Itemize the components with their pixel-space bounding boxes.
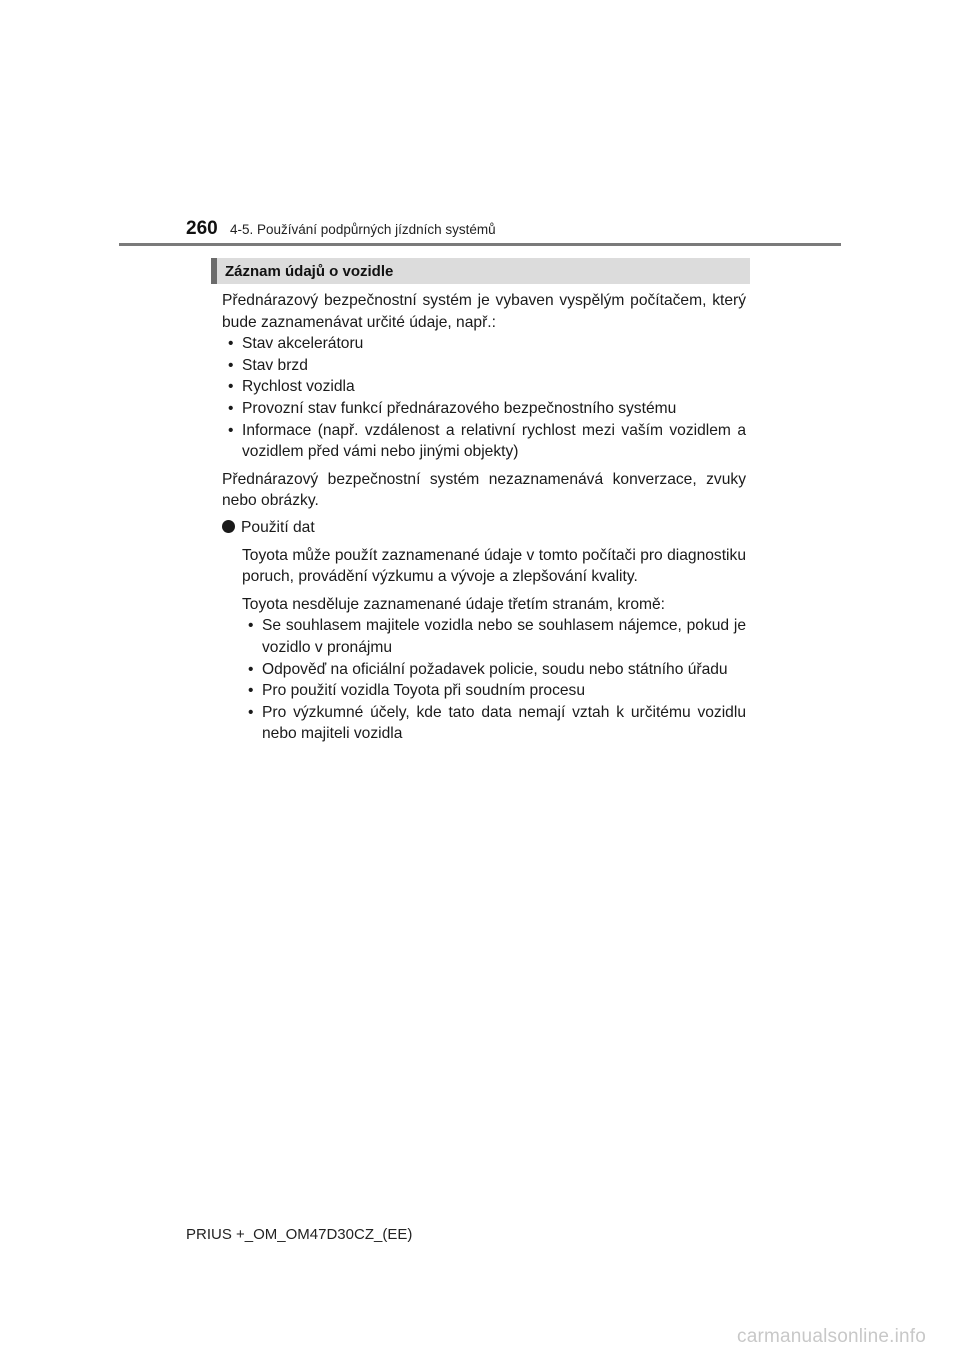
section-title: Záznam údajů o vozidle — [225, 262, 394, 280]
data-use-section — [242, 545, 746, 745]
list-item: • Odpověď na oficiální požadavek policie, soudu nebo státního úřadu — [242, 659, 746, 681]
intro-paragraph: Přednárazový bezpečnostní systém je vybaven vyspělým počítačem, který bude zaznamenávat určité údaje, např.: — [222, 292, 746, 331]
list-item: • Pro výzkumné účely, kde tato data nemají vztah k určitému vozidlu nebo majiteli vozidla — [242, 702, 746, 745]
not-recorded-paragraph: Přednárazový bezpečnostní systém nezaznamenává konverzace, zvuky nebo obrázky. — [222, 470, 746, 510]
data-use-paragraph-2: Toyota nesděluje zaznamenané údaje třetím stranám, kromě: — [242, 595, 665, 613]
list-item: • Stav akcelerátoru — [222, 333, 746, 355]
list-item: • Provozní stav funkcí přednárazového bezpečnostního systému — [222, 398, 746, 420]
bullet-circle-icon — [222, 520, 235, 533]
page-number: 260 — [186, 218, 218, 239]
section-header — [211, 258, 750, 284]
list-item: • Se souhlasem majitele vozidla nebo se souhlasem nájemce, pokud je vozidlo v pronájmu — [242, 615, 746, 658]
main-content — [222, 290, 746, 745]
data-use-heading — [222, 517, 746, 539]
list-item: • Pro použití vozidla Toyota při soudním procesu — [242, 680, 746, 702]
list-item: • Stav brzd — [222, 355, 746, 377]
data-use-heading-label: Použití dat — [241, 518, 315, 536]
document-code: PRIUS +_OM_OM47D30CZ_(EE) — [186, 1226, 413, 1243]
list-item: • Informace (např. vzdálenost a relativní rychlost mezi vaším vozidlem a vozidlem před vámi nebo jinými objekty) — [222, 420, 746, 463]
data-use-paragraph-1: Toyota může použít zaznamenané údaje v tomto počítači pro diagnostiku poruch, provádění výzkumu a vývoje a zlepšování kvality. — [242, 546, 746, 586]
watermark: carmanualsonline.info — [737, 1326, 927, 1347]
chapter-title: 4-5. Používání podpůrných jízdních systémů — [230, 222, 496, 237]
header-divider — [119, 243, 841, 246]
exceptions-list — [242, 615, 746, 745]
list-item: • Rychlost vozidla — [222, 376, 746, 398]
recorded-items-list — [222, 333, 746, 463]
